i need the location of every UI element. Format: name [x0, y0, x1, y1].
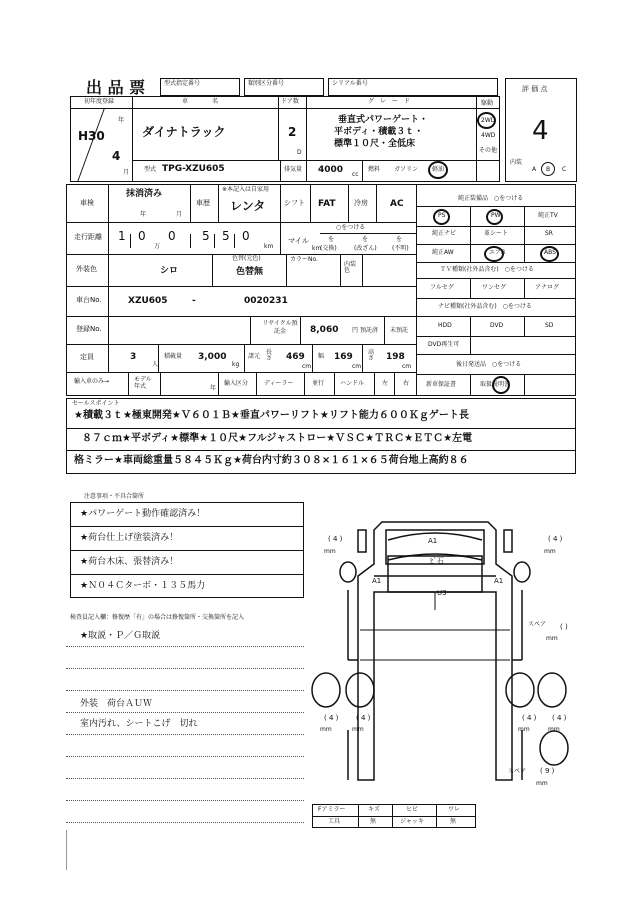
tire-rear-right-2: ( 4 ): [552, 714, 567, 722]
shaken-year-unit: 年: [140, 211, 147, 218]
man-unit: 万: [154, 243, 161, 250]
recycle-unit: 円: [352, 327, 359, 334]
type-number-label: 型式指定番号: [164, 80, 201, 87]
opt-mark-3: を: [396, 236, 403, 243]
opt-altered: (改ざん): [354, 245, 377, 252]
tire-rear-left-1: ( 4 ): [324, 714, 339, 722]
equip-title: 純正装備品 ○をつける: [458, 195, 524, 202]
tire-fl-unit: mm: [324, 548, 336, 555]
mileage-label: 走行距離: [74, 233, 102, 241]
interior-b: B: [546, 166, 551, 173]
recycle-paid: 預託済: [360, 327, 379, 334]
equip-aw: 純正AW: [432, 249, 454, 256]
equip-leather: 革シート: [484, 230, 509, 237]
origin-color-label: 色替(元色): [232, 255, 261, 262]
load-value: 3,000: [198, 352, 227, 362]
grade-line-1: 垂直式パワーゲート・: [338, 115, 429, 125]
grade-line-3: 標準１０尺・全低床: [334, 139, 416, 149]
handle-right: 右: [403, 380, 410, 387]
displacement-value: 4000: [318, 165, 344, 175]
displacement-unit: cc: [352, 171, 359, 178]
sheet-title: 出 品 票: [86, 78, 146, 97]
rental-label: 車歴: [196, 199, 210, 207]
reg-month: 4: [112, 149, 121, 163]
mileage-digit-5: 5: [222, 229, 230, 243]
mileage-digit-1: 1: [118, 229, 126, 243]
equip-tv: 純正TV: [538, 212, 558, 219]
load-label: 積載量: [164, 353, 183, 360]
equip-abs-circle: [540, 246, 559, 262]
tire-front-right: ( 4 ): [548, 535, 563, 543]
opt-mark-2: を: [362, 236, 369, 243]
inspector-label: 検査員記入欄：修復歴「有」の場合は修復箇所・交換箇所を記入: [70, 614, 245, 621]
navi-sd: SD: [545, 322, 554, 329]
glass-row-1: 工具: [328, 818, 341, 825]
seats-value: 3: [130, 352, 137, 362]
handle-left: 左: [382, 380, 389, 387]
vehicle-damage-diagram: [300, 500, 580, 800]
rental-value: レンタ: [230, 199, 266, 213]
model-label: 型式: [144, 166, 157, 173]
inspector-line-1: ★取説・Ｐ／Ｇ取説: [80, 631, 161, 641]
notes-label: 注意事項・不具合箇所: [84, 493, 145, 500]
length-unit: cm: [302, 363, 312, 370]
tv-fullseg: フルセグ: [430, 284, 454, 291]
spare-top-value: ( ): [560, 623, 568, 631]
score-value: 4: [532, 116, 549, 146]
shift-value: FAT: [318, 199, 336, 209]
damage-a1-top: A1: [428, 537, 438, 545]
height-value: 198: [386, 352, 405, 362]
opt-unknown: (不明): [392, 245, 409, 252]
glass-row-2: 無: [370, 818, 377, 825]
tire-rr2-unit: mm: [548, 726, 560, 733]
navi-hdd: HDD: [438, 322, 452, 329]
drive-other: その他: [479, 147, 498, 154]
tire-rl2-unit: mm: [352, 726, 364, 733]
tire-rl1-unit: mm: [320, 726, 332, 733]
tire-front-left: ( 4 ): [328, 535, 343, 543]
recycle-value: 8,060: [310, 325, 339, 335]
origin-color-value: 色替無: [236, 267, 264, 277]
shift-label: シフト: [284, 199, 305, 207]
tv-oneseg: ワンセグ: [482, 284, 507, 291]
import-dealer: ディーラー: [264, 380, 294, 387]
equip-ps: PS: [438, 212, 446, 219]
interior-c: C: [562, 166, 567, 173]
import-cat-label: 輸入区分: [224, 380, 249, 387]
doors-value: 2: [288, 125, 297, 139]
equip-navi: 純正ナビ: [432, 230, 457, 237]
fuel-label: 燃料: [368, 166, 381, 173]
year-unit: 年: [118, 117, 125, 124]
drive-label: 駆動: [481, 100, 494, 107]
ext-color-value: シロ: [160, 266, 179, 276]
import-year-unit: 年: [210, 385, 217, 392]
km-unit: km: [264, 243, 274, 250]
glass-row-3: ジャッキ: [400, 818, 424, 825]
chassis-prefix: XZU605: [128, 296, 168, 306]
tire-fr-unit: mm: [544, 548, 556, 555]
spare-bottom-label: スペア: [508, 768, 527, 775]
fuel-diesel: 軽油: [432, 166, 445, 173]
interior-label: 内装: [510, 159, 523, 166]
shaken-month-unit: 月: [176, 211, 183, 218]
opt-mark-1: を: [328, 236, 335, 243]
seats-unit: 人: [152, 361, 159, 368]
spare-bottom-unit: mm: [536, 780, 548, 787]
chassis-dash: -: [192, 296, 196, 306]
grade-line-2: 平ボディ・積載３ｔ・: [334, 127, 424, 137]
equip-airbag: エアB: [489, 249, 506, 256]
first-reg-label: 初年度登録: [84, 98, 115, 105]
import-only-label: 輸入車のみ→: [74, 378, 110, 385]
damage-a1-right: A1: [494, 577, 504, 585]
tire-rear-left-2: ( 4 ): [356, 714, 371, 722]
note-line-3: ★荷台木床、張替済み！: [80, 557, 179, 567]
model-value: TPG-XZU605: [162, 164, 225, 174]
equip-sr: SR: [545, 230, 553, 237]
recycle-label: リサイクル預託金: [262, 320, 298, 335]
shaken-label: 車検: [80, 199, 94, 207]
damage-a1-left: A1: [372, 577, 382, 585]
mileage-digit-6: 0: [242, 229, 250, 243]
score-label: 評 価 点: [522, 85, 548, 93]
spare-top-label: スペア: [528, 621, 547, 628]
mile-label: マイル: [288, 237, 309, 245]
note-line-4: ★Ｎ０４Ｃターボ・１３５馬力: [80, 581, 206, 591]
note-line-2: ★荷台仕上げ塗装済み！: [80, 533, 179, 543]
later-warranty: 新車保証書: [426, 381, 457, 388]
equip-pw-circle: [486, 209, 503, 225]
glass-row-4: 無: [450, 818, 457, 825]
glass-header-1: Fアミラー: [318, 806, 346, 813]
class-number-label: 類別区分番号: [248, 80, 285, 87]
equip-airbag-circle: [484, 246, 504, 262]
ac-label: 冷房: [354, 199, 368, 207]
sales-label: セールスポイント: [72, 400, 120, 407]
damage-hi-ishi: ﾋﾞ石: [430, 557, 444, 565]
damage-u3: U3: [437, 589, 447, 597]
inspector-line-3: 室内汚れ、シートこげ 切れ: [80, 719, 198, 729]
tv-analog: アナログ: [535, 284, 560, 291]
width-value: 169: [334, 352, 353, 362]
equip-ps-circle: [433, 209, 450, 225]
sales-line-1: ★積載３ｔ★極東開発★Ｖ６０１Ｂ★垂直パワーリフト★リフト能力６００Ｋｇゲート長: [74, 410, 469, 421]
dim-label: 諸元: [248, 353, 261, 360]
drive-4wd: 4WD: [481, 132, 496, 139]
chassis-label: 車台No.: [76, 296, 102, 304]
recycle-unpaid: 未預託: [390, 327, 409, 334]
handle-label: ハンドル: [340, 380, 365, 387]
interior-b-circle: [541, 162, 555, 176]
era-year: H30: [78, 129, 105, 143]
doors-label: ドア数: [281, 98, 299, 105]
spare-bottom-value: ( 9 ): [540, 767, 555, 775]
car-name-label: 車 名: [182, 98, 219, 105]
serial-label: シリアル番号: [332, 80, 368, 87]
load-unit: kg: [232, 361, 240, 368]
length-value: 469: [286, 352, 305, 362]
ac-value: AC: [390, 199, 404, 209]
later-manual-circle: [492, 376, 510, 394]
color-no-label: カラーNo.: [290, 256, 318, 263]
rental-small: ※本記入は自家用: [222, 186, 270, 193]
equip-pw: PW: [491, 212, 501, 219]
spare-top-unit: mm: [546, 635, 558, 642]
model-year-label: モデル年式: [134, 376, 152, 391]
mileage-digit-3: 0: [168, 229, 176, 243]
length-label: 長さ: [266, 349, 273, 362]
sales-line-2: ８７ｃｍ★平ボディ★標準★１０尺★フルジャストロー★ＶＳＣ★ＴＲＣ★ＥＴＣ★左電: [82, 433, 473, 444]
navi-title: ナビ種類(社外品含む) ○をつける: [438, 303, 532, 310]
drive-2wd-circle: [477, 112, 496, 129]
int-color-label: 内装色: [344, 261, 357, 274]
interior-a: A: [532, 166, 537, 173]
note-line-1: ★パワーゲート動作確認済み！: [80, 509, 206, 519]
glass-header-4: ワレ: [448, 806, 461, 813]
glass-header-2: キズ: [368, 806, 380, 813]
height-unit: cm: [402, 363, 412, 370]
reg-label: 登録No.: [76, 325, 102, 333]
dvd-play-label: DVD再生可: [428, 341, 460, 348]
width-unit: cm: [352, 363, 362, 370]
import-parallel: 並行: [312, 380, 325, 387]
mileage-digit-4: 5: [202, 229, 210, 243]
navi-dvd: DVD: [490, 322, 504, 329]
tv-title: ＴＶ種類(社外品含む) ○をつける: [440, 266, 534, 273]
height-label: 高さ: [368, 349, 375, 362]
sales-line-3: 格ミラー★車両総重量５８４５Ｋｇ★荷台内寸約３０８×１６１×６５荷台地上高約８６: [74, 455, 469, 466]
chassis-number: 0020231: [244, 296, 288, 306]
width-label: 幅: [318, 353, 325, 360]
grade-label: グ レ ー ド: [368, 98, 411, 105]
displacement-label: 排気量: [284, 166, 303, 173]
shaken-value: 抹消済み: [126, 189, 163, 199]
circle-note: ○をつける: [336, 224, 366, 231]
mile-sub: km: [312, 245, 322, 252]
fuel-diesel-circle: [428, 161, 448, 179]
inspector-line-2: 外装 荷台ＡＵＷ: [80, 699, 153, 709]
door-unit: D: [297, 149, 302, 156]
equip-abs: ABS: [544, 249, 556, 256]
glass-header-3: ヒビ: [406, 806, 419, 813]
month-unit: 月: [123, 169, 130, 176]
car-name: ダイナトラック: [142, 125, 226, 139]
tire-rear-right-1: ( 4 ): [522, 714, 537, 722]
fuel-gasoline: ガソリン: [394, 166, 419, 173]
mileage-digit-2: 0: [138, 229, 146, 243]
later-manual: 取扱説明書: [480, 381, 511, 388]
tire-rr1-unit: mm: [518, 726, 530, 733]
seats-label: 定員: [80, 353, 94, 361]
drive-2wd: 2WD: [481, 117, 496, 124]
opt-exchange: (交換): [320, 245, 337, 252]
ext-color-label: 外装色: [76, 265, 97, 273]
later-title: 後日発送品 ○をつける: [456, 361, 522, 368]
